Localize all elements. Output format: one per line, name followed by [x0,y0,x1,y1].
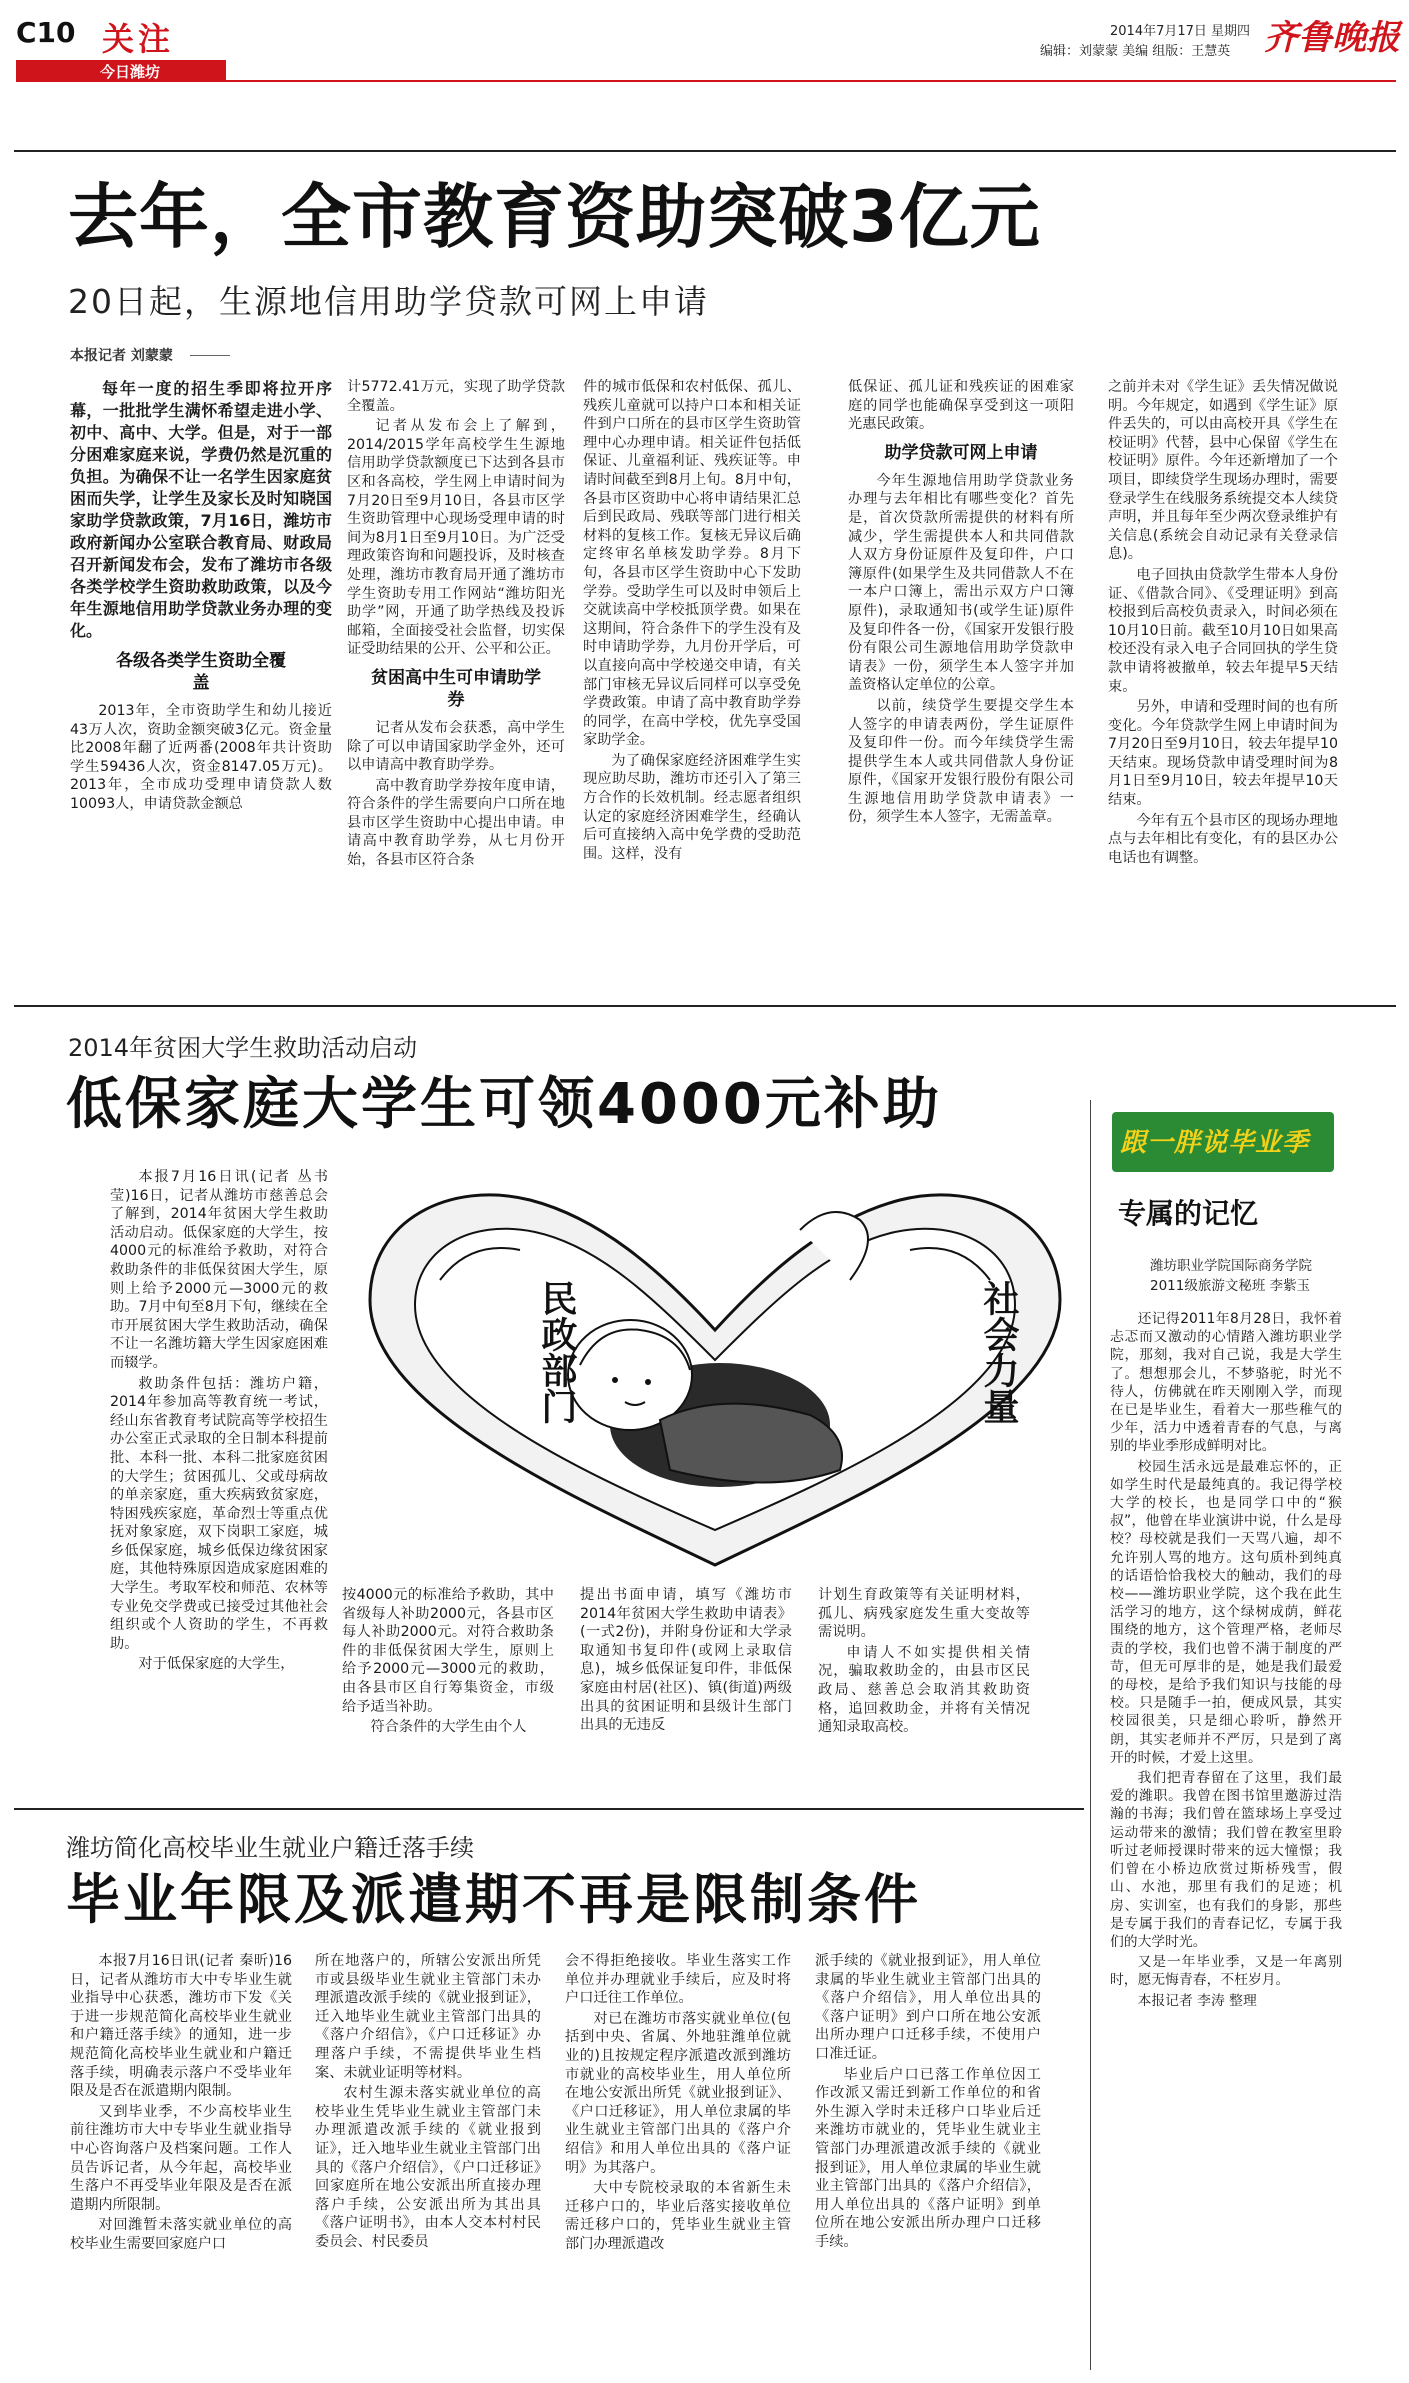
column-badge [1112,1112,1334,1172]
article-2-bottom-col-1 [342,1586,554,1796]
article-2-kicker: 2014年贫困大学生救助活动启动 [68,1034,418,1062]
paragraph: 记者从发布会获悉，高中学生除了可以申请国家助学金外，还可以申请高中教育助学券。 [347,719,565,774]
paragraph: 件的城市低保和农村低保、孤儿、残疾儿童就可以持户口本和相关证件到户口所在的县市区学生资助管理中心办理申请。相关证件包括低保证、儿童福利证、残疾证等。申请时间截至到8月上旬。8月中旬，各县市区资助中心将申请结果汇总后到民政局、残联等部门进行相关材料的复核工作。复核无异议后确定终审名单核发助学券。8月下旬，各县市区学生资助中心下发助学券。受助学生可以及时申领后上交就读高中学校抵顶学费。如果在这期间，符合条件下的学生没有及时申请助学券，九月份开学后，可以直接向高中学校递交申请，有关部门审核无异议后同样可以享受免学费政策。申请了高中教育助学券的同学，在高中学校，优先享受国家助学金。 [583,379,801,749]
paragraph: 今年生源地信用助学贷款业务办理与去年相比有哪些变化？首先是，首次贷款所需提供的材料有所减少，学生需提供本人和共同借款人双方身份证原件及复印件，户口簿原件(如果学生及共同借款人不在一本户口簿上，需出示双方户口簿原件)，录取通知书(或学生证)原件及复印件各一份，《国家开发银行股份有限公司生源地信用助学贷款申请表》一份，须学生本人签字并加盖资格认定单位的公章。 [848,472,1074,694]
article-1-col-1 [70,378,332,978]
paragraph: 按4000元的标准给予救助，其中省级每人补助2000元，各县市区每人补助2000元。对符合救助条件的非低保贫困大学生，原则上给予2000元—3000元的救助，由各县市区自行筹集资金，市级给予适当补助。 [342,1587,554,1715]
article-2-bottom-col-2 [580,1586,792,1796]
illustration-right-label: 社会力量 [978,1280,1019,1424]
byline-rule [190,355,230,356]
paragraph: 计划生育政策等有关证明材料，孤儿、病残家庭发生重大变故等需说明。 [818,1587,1030,1641]
article-1-col-2 [347,378,565,978]
header-line [226,80,1396,82]
article-1-col-4 [848,378,1074,978]
paragraph: 本报7月16日讯(记者 丛书莹)16日，记者从潍坊市慈善总会了解到，2014年贫困大学生救助活动启动。低保家庭的大学生，按4000元的标准给予救助，对符合救助条件的非低保贫困大学生，原则上给予2000元—3000元的救助。7月中旬至8月下旬，继续在全市开展贫困大学生救助活动，确保不让一名潍坊籍大学生因家庭困难而辍学。 [110,1169,328,1371]
paragraph: 符合条件的大学生由个人 [370,1719,527,1736]
page-header [0,0,1409,90]
paragraph: 对于低保家庭的大学生， [138,1656,295,1673]
column-editor: 本报记者 李涛 整理 [1137,1992,1257,2009]
subsection-label: 今日潍坊 [100,63,161,81]
article-1-col-3 [583,378,801,978]
date-line: 2014年7月17日 星期四 [1110,24,1251,39]
editors-line: 编辑：刘蒙蒙 美编 组版：王慧英 [1040,44,1231,59]
article-1-subtitle: 20日起，生源地信用助学贷款可网上申请 [68,282,709,321]
paragraph: 低保证、孤儿证和残疾证的困难家庭的同学也能确保享受到这一项阳光惠民政策。 [848,379,1074,433]
subhead-apply: 贫困高中生可申请助学券 [371,667,541,710]
column-author-2: 2011级旅游文秘班 李紫玉 [1150,1278,1311,1294]
paragraph: 之前并未对《学生证》丢失情况做说明。今年规定，如遇到《学生证》原件丢失的，可以由高校开具《学生在校证明》代替，县中心保留《学生在校证明》原件。今年还新增加了一个项目，即续贷学生现场办理时，需要登录学生在线服务系统提交本人续贷声明，并且每年至少两次登录维护有关信息(系统会自动记录有关登录信息)。 [1108,379,1338,563]
subhead-covered: 各级各类学生资助全覆盖 [116,651,286,693]
lead-paragraph: 每年一度的招生季即将拉开序幕，一批批学生满怀希望走进小学、初中、高中、大学。但是，对于一部分困难家庭来说，学费仍然是沉重的负担。为确保不让一名学生因家庭贫困而失学，让学生及家长及时知晓国家助学贷款政策，7月16日，潍坊市政府新闻办公室联合教育局、财政局召开新闻发布会，发布了潍坊市各级各类学校学生资助救助政策，以及今年生源地信用助学贷款业务办理的变化。 [70,379,332,640]
paragraph: 大中专院校录取的本省新生未迁移户口的，毕业后落实接收单位需迁移户口的，凭毕业生就业主管部门办理派遣改 [565,2180,791,2252]
subhead-online: 助学贷款可网上申请 [884,442,1038,463]
paragraph: 今年有五个县市区的现场办理地点与去年相比有变化，有的县区办公电话也有调整。 [1108,812,1338,866]
section-title: 关注 [102,20,175,58]
column-body [1110,1310,1342,2372]
masthead-logo: 齐鲁晚报 [1264,18,1400,58]
article-3-col-4 [815,1952,1041,2362]
paragraph: 我们把青春留在了这里，我们最爱的潍职。我曾在图书馆里邀游过浩瀚的书海；我们曾在篮球场上享受过运动带来的激情；我们曾在教室里聆听过老师授课时带来的远大憧憬；我们曾在小桥边欣赏过斯桥残雪，假山、水池，那里有我们的足迹；机房、实训室，也有我们的身影，那些是专属于我们的青春记忆，专属于我们的大学时光。 [1110,1770,1342,1950]
column-badge-label: 跟一胖说毕业季 [1120,1128,1310,1158]
paragraph: 农村生源未落实就业单位的高校毕业生凭毕业生就业主管部门未办理派遣改派手续的《就业报到证》，迁入地毕业生就业主管部门出具的《落户介绍信》，《户口迁移证》回家庭所在地公安派出所直接办理落户手续，公安派出所为其出具《落户证明书》，由本人交本村村民委员会、村民委员 [315,2085,541,2250]
column-title: 专属的记忆 [1118,1197,1259,1230]
divider [14,1005,1396,1007]
illustration-left-label: 民政部门 [536,1280,577,1424]
paragraph: 对已在潍坊市落实就业单位(包括到中央、省属、外地驻潍单位就业的)且按规定程序派遣改派到潍坊市就业的高校毕业生，用人单位所在地公安派出所凭《就业报到证》、《户口迁移证》，用人单位隶属的毕业生就业主管部门出具的《落户介绍信》和用人单位出具的《落户证明》为其落户。 [565,2010,791,2176]
article-3-col-3 [565,1952,791,2362]
paragraph: 本报7月16日讯(记者 秦昕)16日，记者从潍坊市大中专毕业生就业指导中心获悉，潍坊市下发《关于进一步规范简化高校毕业生就业和户籍迁落手续》的通知，进一步规范简化高校毕业生就业和户籍迁落手续，明确表示落户不受毕业年限及是否在派遣期内限制。 [70,1953,292,2100]
paragraph: 以前，续贷学生要提交学生本人签字的申请表两份，学生证原件及复印件一份。而今年续贷学生需提供学生本人或共同借款人身份证原件，《国家开发银行股份有限公司生源地信用助学贷款申请表》一份，须学生本人签字，无需盖章。 [848,697,1074,826]
article-3-title: 毕业年限及派遣期不再是限制条件 [66,1868,921,1931]
article-1-col-5 [1108,378,1338,978]
article-3-col-1 [70,1952,292,2362]
paragraph: 派手续的《就业报到证》，用人单位隶属的毕业生就业主管部门出具的《落户介绍信》，用人单位出具的《落户证明》到户口所在地公安派出所办理户口迁移手续，不使用户口准迁证。 [815,1953,1041,2062]
article-1-title: 去年，全市教育资助突破3亿元 [68,176,1041,258]
divider [14,1808,1084,1810]
paragraph: 又是一年毕业季，又是一年离别时，愿无悔青春，不枉岁月。 [1110,1954,1342,1989]
article-3-kicker: 潍坊简化高校毕业生就业户籍迁落手续 [66,1834,474,1862]
paragraph: 还记得2011年8月28日，我怀着忐忑而又激动的心情踏入潍坊职业学院，那刻，我对自己说，我是大学生了。想想那会儿，不梦骆驼，时光不待人，仿佛就在昨天刚刚入学，而现在已是毕业生，看着大一那些稚气的少年，活力中透着青春的气息，与离别的毕业季形成鲜明对比。 [1110,1311,1342,1455]
paragraph: 电子回执由贷款学生带本人身份证、《借款合同》、《受理证明》到高校报到后高校负责录入，时间必须在10月10日前。截至10月10日如果高校还没有录入电子合同回执的学生贷款申请将被撤单，较去年提早5天结束。 [1108,566,1338,695]
illustration-heart-hands [330,1160,1100,1580]
paragraph: 为了确保家庭经济困难学生实现应助尽助，潍坊市还引入了第三方合作的长效机制。经志愿者组织认定的家庭经济困难学生，经确认后可直接纳入高中免学费的受助范围。这样，没有 [583,752,801,862]
paragraph: 校园生活永远是最难忘怀的，正如学生时代是最纯真的。我记得学校大学的校长，也是同学口中的“猴叔”，他曾在毕业演讲中说，什么是母校？母校就是我们一天骂八遍，却不允许别人骂的地方。这句质朴到纯真的话语恰恰我校大的触动，我们的母校——潍坊职业学院，这个我在此生活学习的地方，这个绿树成荫，鲜花围绕的地方，这个管理严格，老师尽责的学校，我们也曾不满于制度的严苛，但无可厚非的是，她是我们最爱的母校，是给予我们知识与技能的母校。只是随手一拍，便成风景，其实校园很美，只是细心聆听，静然开朗，其实老师并不严厉，只是到了离开的时候，才爱上这里。 [1110,1458,1342,1766]
paragraph: 申请人不如实提供相关情况，骗取救助金的，由县市区民政局、慈善总会取消其救助资格，追回救助金，并将有关情况通知录取高校。 [818,1644,1030,1736]
subsection-bar [16,60,226,82]
article-3-col-2 [315,1952,541,2362]
paragraph: 另外，申请和受理时间的也有所变化。今年贷款学生网上申请时间为7月20日至9月10日，较去年提早10天结束。现场贷款申请受理时间为8月1日至9月10日，较去年提早10天结束。 [1108,699,1338,809]
paragraph: 提出书面申请，填写《潍坊市2014年贫困大学生救助申请表》(一式2份)，并附身份证和大学录取通知书复印件(或网上录取信息)，城乡低保证复印件，非低保家庭由村居(社区)、镇(街道)两级出具的贫困证明和县级计生部门出具的无违反 [580,1587,792,1734]
paragraph: 高中教育助学券按年度申请，符合条件的学生需要向户口所在地县市区学生资助中心提出申请。申请高中教育助学券，从七月份开始，各县市区符合条 [347,777,565,869]
article-2-title: 低保家庭大学生可领4000元补助 [66,1072,942,1137]
paragraph: 对回潍暂未落实就业单位的高校毕业生需要回家庭户口 [70,2217,292,2252]
article-2-left-col [110,1168,328,1796]
page-code: C10 [16,16,76,49]
paragraph: 2013年，全市资助学生和幼儿接近43万人次，资助金额突破3亿元。资金量比2008年翻了近两番(2008年共计资助学生59436人次，资金8147.05万元)。2013年，全市成功受理申请贷款人数10093人，申请贷款金额总 [70,703,332,812]
divider [14,150,1396,152]
paragraph: 所在地落户的，所辖公安派出所凭市或县级毕业生就业主管部门未办理派遣改派手续的《就业报到证》，迁入地毕业生就业主管部门出具的《落户介绍信》，《户口迁移证》办理落户手续，不需提供毕业生档案、未就业证明等材料。 [315,1953,541,2081]
column-divider [1090,1100,1091,2370]
paragraph: 会不得拒绝接收。毕业生落实工作单位并办理就业手续后，应及时将户口迁往工作单位。 [565,1953,791,2007]
paragraph: 记者从发布会上了解到，2014/2015学年高校学生生源地信用助学贷款额度已下达到各县市区和各高校，学生网上申请时间为7月20日至9月10日，各县市区学生资助管理中心现场受理申请的时间为8月1日至9月10日。为广泛受理政策咨询和问题投诉，及时核查处理，潍坊市教育局开通了潍坊市学生资助专用工作网站“潍坊阳光助学”网，开通了助学热线及投诉邮箱，全面接受社会监督，切实保证受助结果的公开、公平和公正。 [347,418,565,658]
column-author-1: 潍坊职业学院国际商务学院 [1150,1258,1312,1274]
paragraph: 又到毕业季，不少高校毕业生前往潍坊市大中专毕业生就业指导中心咨询落户及档案问题。工作人员告诉记者，从今年起，高校毕业生落户不再受毕业年限及是否在派遣期内所限制。 [70,2103,292,2213]
paragraph: 计5772.41万元，实现了助学贷款全覆盖。 [347,379,565,414]
paragraph: 毕业后户口已落工作单位因工作改派又需迁到新工作单位的和省外生源入学时未迁移户口毕业后迁来潍坊市就业的，凭毕业生就业主管部门办理派遣改派手续的《就业报到证》，用人单位隶属的毕业生就业主管部门出具的《落户介绍信》，用人单位出具的《落户证明》到单位所在地公安派出所办理户口迁移手续。 [815,2066,1041,2250]
article-2-bottom-col-3 [818,1586,1030,1796]
paragraph: 救助条件包括：潍坊户籍，2014年参加高等教育统一考试，经山东省教育考试院高等学校招生办公室正式录取的全日制本科提前批、本科一批、本科二批家庭贫困的大学生；贫困孤儿、父或母病故的单亲家庭，重大疾病致贫家庭，特困残疾家庭，革命烈士等重点优抚对象家庭，双下岗职工家庭，城乡低保家庭，城乡低保边缘贫困家庭，其他特殊原因造成家庭困难的大学生。考取军校和师范、农林等专业免交学费或已接受过其他社会组织或个人资助的学生，不再救助。 [110,1375,328,1652]
article-1-byline: 本报记者 刘蒙蒙 [70,348,173,364]
